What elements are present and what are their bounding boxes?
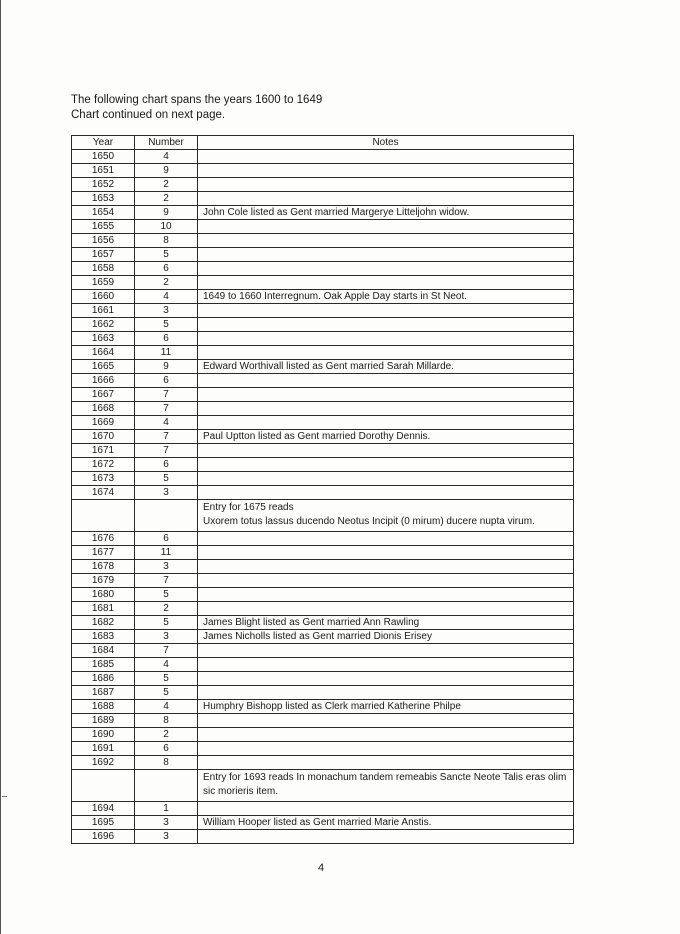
year-cell: 1664 [72,346,135,360]
notes-cell: Humphry Bishopp listed as Clerk married Katherine Philpe [198,700,574,714]
notes-cell [198,672,574,686]
year-cell: 1692 [72,756,135,770]
table-row [72,630,574,644]
notes-cell [198,574,574,588]
year-cell: 1655 [72,220,135,234]
notes-cell [198,416,574,430]
notes-cell: Entry for 1693 reads In monachum tandem remeabis Sancte Neote Talis eras olim sic morieris item. [198,770,574,802]
notes-cell [198,802,574,816]
number-cell: 6 [135,532,198,546]
number-cell: 3 [135,630,198,644]
year-cell: 1674 [72,486,135,500]
number-cell: 10 [135,220,198,234]
year-cell: 1663 [72,332,135,346]
year-cell: 1683 [72,630,135,644]
notes-cell [198,532,574,546]
table-row [72,360,574,374]
table-row [72,644,574,658]
header-number: Number [135,136,198,150]
year-cell: 1687 [72,686,135,700]
number-cell: 4 [135,700,198,714]
year-cell: 1656 [72,234,135,248]
notes-cell [198,486,574,500]
table-row [72,304,574,318]
table-row [72,546,574,560]
number-cell: 5 [135,686,198,700]
number-cell: 2 [135,728,198,742]
table-row [72,178,574,192]
number-cell: 6 [135,262,198,276]
year-cell: 1694 [72,802,135,816]
number-cell: 7 [135,644,198,658]
year-cell: 1689 [72,714,135,728]
table-row [72,248,574,262]
table-row [72,500,574,532]
number-cell: 4 [135,150,198,164]
year-cell: 1657 [72,248,135,262]
intro-line-2: Chart continued on next page. [71,109,226,121]
notes-cell [198,742,574,756]
number-cell: 3 [135,486,198,500]
scan-edge-mark [0,0,1,934]
table-row [72,714,574,728]
number-cell: 1 [135,802,198,816]
number-cell: 5 [135,318,198,332]
number-cell: 5 [135,672,198,686]
table-row [72,164,574,178]
number-cell: 6 [135,374,198,388]
year-cell: 1679 [72,574,135,588]
number-cell [135,770,198,802]
year-cell: 1696 [72,830,135,844]
number-cell: 7 [135,444,198,458]
marriages-table [71,135,574,844]
table-row [72,658,574,672]
table-row [72,150,574,164]
notes-cell [198,686,574,700]
year-cell: 1668 [72,402,135,416]
table-row [72,700,574,714]
number-cell: 3 [135,560,198,574]
year-cell: 1653 [72,192,135,206]
number-cell: 5 [135,616,198,630]
table-row [72,560,574,574]
table-row [72,816,574,830]
number-cell: 3 [135,830,198,844]
year-cell: 1661 [72,304,135,318]
table-row [72,802,574,816]
notes-cell [198,658,574,672]
header-notes: Notes [198,136,574,150]
year-cell: 1672 [72,458,135,472]
table-row [72,220,574,234]
number-cell: 7 [135,388,198,402]
table-row [72,444,574,458]
notes-cell [198,248,574,262]
year-cell: 1665 [72,360,135,374]
number-cell: 9 [135,360,198,374]
year-cell: 1680 [72,588,135,602]
notes-cell [198,458,574,472]
number-cell: 7 [135,430,198,444]
number-cell: 5 [135,588,198,602]
notes-cell: Paul Uptton listed as Gent married Dorothy Dennis. [198,430,574,444]
number-cell: 4 [135,658,198,672]
number-cell: 8 [135,756,198,770]
year-cell: 1682 [72,616,135,630]
number-cell [135,500,198,532]
number-cell: 5 [135,472,198,486]
number-cell: 8 [135,714,198,728]
number-cell: 9 [135,206,198,220]
number-cell: 2 [135,276,198,290]
number-cell: 7 [135,574,198,588]
year-cell: 1690 [72,728,135,742]
table-row [72,472,574,486]
table-row [72,374,574,388]
year-cell: 1659 [72,276,135,290]
number-cell: 9 [135,164,198,178]
year-cell: 1658 [72,262,135,276]
number-cell: 4 [135,290,198,304]
year-cell: 1684 [72,644,135,658]
notes-cell [198,220,574,234]
notes-cell [198,588,574,602]
year-cell: 1670 [72,430,135,444]
year-cell: 1681 [72,602,135,616]
number-cell: 6 [135,332,198,346]
table-row [72,388,574,402]
number-cell: 3 [135,816,198,830]
year-cell: 1676 [72,532,135,546]
notes-cell: John Cole listed as Gent married Margerye Litteljohn widow. [198,206,574,220]
notes-cell [198,546,574,560]
notes-cell [198,262,574,276]
table-row [72,574,574,588]
notes-cell [198,178,574,192]
notes-cell: James Nicholls listed as Gent married Dionis Erisey [198,630,574,644]
table-row [72,486,574,500]
notes-cell: William Hooper listed as Gent married Marie Anstis. [198,816,574,830]
number-cell: 8 [135,234,198,248]
table-row [72,346,574,360]
number-cell: 2 [135,192,198,206]
notes-cell [198,830,574,844]
year-cell: 1654 [72,206,135,220]
notes-cell [198,444,574,458]
table-row [72,276,574,290]
table-header-row [72,136,574,150]
year-cell [72,500,135,532]
notes-cell [198,472,574,486]
notes-cell: James Blight listed as Gent married Ann Rawling [198,616,574,630]
notes-cell [198,728,574,742]
intro-text [71,93,322,123]
table-row [72,192,574,206]
table-row [72,290,574,304]
notes-cell [198,644,574,658]
table-row [72,458,574,472]
table-row [72,206,574,220]
table-row [72,602,574,616]
table-row [72,728,574,742]
notes-cell [198,756,574,770]
notes-cell [198,164,574,178]
table-row [72,416,574,430]
year-cell: 1660 [72,290,135,304]
year-cell: 1688 [72,700,135,714]
number-cell: 11 [135,546,198,560]
notes-cell: Entry for 1675 reads Uxorem totus lassus ducendo Neotus Incipit (0 mirum) ducere nupta virum. [198,500,574,532]
table-row [72,318,574,332]
year-cell: 1650 [72,150,135,164]
year-cell: 1673 [72,472,135,486]
notes-cell [198,318,574,332]
number-cell: 6 [135,742,198,756]
year-cell: 1678 [72,560,135,574]
table-row [72,756,574,770]
table-row [72,588,574,602]
notes-cell [198,332,574,346]
number-cell: 4 [135,416,198,430]
number-cell: 7 [135,402,198,416]
header-year: Year [72,136,135,150]
notes-cell [198,234,574,248]
table-row [72,332,574,346]
number-cell: 2 [135,602,198,616]
year-cell [72,770,135,802]
year-cell: 1677 [72,546,135,560]
notes-cell [198,560,574,574]
page-number: 4 [317,862,325,874]
table-row [72,686,574,700]
number-cell: 3 [135,304,198,318]
year-cell: 1671 [72,444,135,458]
scan-mark-dash [2,796,7,797]
year-cell: 1695 [72,816,135,830]
table-row [72,742,574,756]
table-row [72,830,574,844]
table-row [72,262,574,276]
year-cell: 1651 [72,164,135,178]
notes-cell [198,374,574,388]
number-cell: 6 [135,458,198,472]
year-cell: 1691 [72,742,135,756]
notes-cell [198,304,574,318]
notes-cell [198,402,574,416]
year-cell: 1685 [72,658,135,672]
notes-cell: Edward Worthivall listed as Gent married Sarah Millarde. [198,360,574,374]
notes-cell [198,602,574,616]
notes-cell [198,192,574,206]
year-cell: 1652 [72,178,135,192]
year-cell: 1686 [72,672,135,686]
notes-cell: 1649 to 1660 Interregnum. Oak Apple Day starts in St Neot. [198,290,574,304]
number-cell: 11 [135,346,198,360]
table-row [72,532,574,546]
notes-cell [198,276,574,290]
year-cell: 1662 [72,318,135,332]
year-cell: 1669 [72,416,135,430]
notes-cell [198,714,574,728]
table-row [72,402,574,416]
table-row [72,234,574,248]
table-row [72,430,574,444]
notes-cell [198,346,574,360]
number-cell: 2 [135,178,198,192]
table-row [72,616,574,630]
year-cell: 1667 [72,388,135,402]
table-row [72,770,574,802]
year-cell: 1666 [72,374,135,388]
notes-cell [198,388,574,402]
intro-line-1: The following chart spans the years 1600 to 1649 [71,94,323,106]
table-row [72,672,574,686]
notes-cell [198,150,574,164]
number-cell: 5 [135,248,198,262]
